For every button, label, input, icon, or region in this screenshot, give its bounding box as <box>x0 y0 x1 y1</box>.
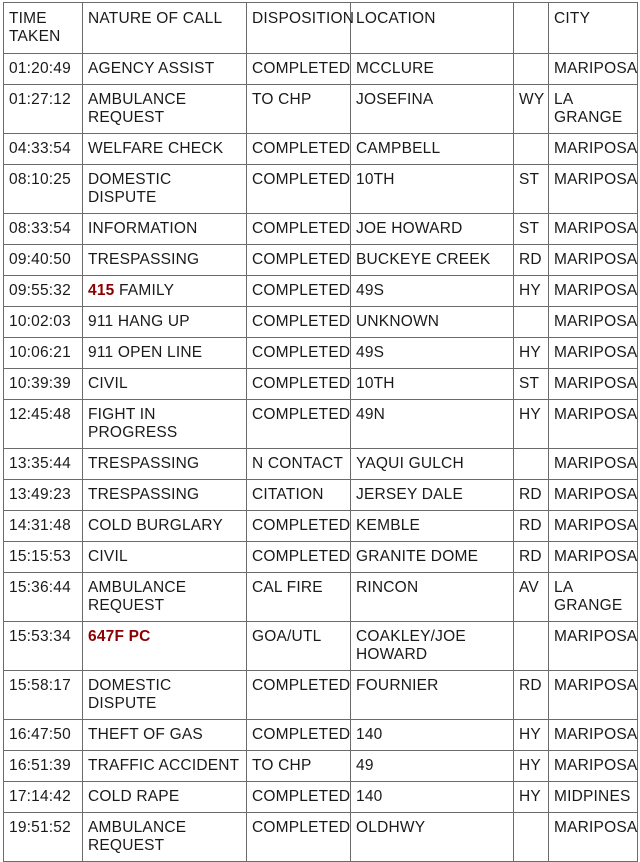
time-cell: 16:51:39 <box>4 751 83 782</box>
disposition-cell: TO CHP <box>247 85 351 134</box>
table-row <box>4 165 638 214</box>
table-row <box>4 134 638 165</box>
street-suffix-cell: ST <box>514 369 549 400</box>
city-cell: MIDPINES <box>549 782 638 813</box>
location-cell: JOE HOWARD <box>351 214 514 245</box>
time-cell: 13:49:23 <box>4 480 83 511</box>
table-row <box>4 511 638 542</box>
disposition-cell: COMPLETED <box>247 511 351 542</box>
time-cell: 15:53:34 <box>4 622 83 671</box>
location-cell: GRANITE DOME <box>351 542 514 573</box>
table-row <box>4 751 638 782</box>
disposition-cell: COMPLETED <box>247 214 351 245</box>
street-suffix-cell: HY <box>514 276 549 307</box>
city-cell: MARIPOSA <box>549 338 638 369</box>
nature-cell <box>83 307 247 338</box>
location-cell: JOSEFINA <box>351 85 514 134</box>
street-suffix-cell <box>514 307 549 338</box>
disposition-cell: COMPLETED <box>247 54 351 85</box>
nature-text: DOMESTIC DISPUTE <box>88 677 172 712</box>
disposition-cell: COMPLETED <box>247 338 351 369</box>
time-cell: 10:39:39 <box>4 369 83 400</box>
street-suffix-cell: HY <box>514 751 549 782</box>
table-row <box>4 369 638 400</box>
city-cell: MARIPOSA <box>549 813 638 862</box>
city-cell: LA GRANGE <box>549 573 638 622</box>
nature-cell <box>83 338 247 369</box>
city-cell: MARIPOSA <box>549 622 638 671</box>
time-cell: 01:20:49 <box>4 54 83 85</box>
nature-text: CIVIL <box>88 548 128 565</box>
time-cell: 17:14:42 <box>4 782 83 813</box>
nature-text: INFORMATION <box>88 220 198 237</box>
disposition-cell: COMPLETED <box>247 369 351 400</box>
disposition-cell: COMPLETED <box>247 165 351 214</box>
nature-cell <box>83 54 247 85</box>
disposition-cell: COMPLETED <box>247 307 351 338</box>
disposition-cell: COMPLETED <box>247 813 351 862</box>
disposition-cell: COMPLETED <box>247 720 351 751</box>
city-cell: MARIPOSA <box>549 307 638 338</box>
street-suffix-cell: HY <box>514 720 549 751</box>
city-cell: MARIPOSA <box>549 54 638 85</box>
header-nature-of-call: NATURE OF CALL <box>83 3 247 54</box>
table-row <box>4 214 638 245</box>
street-suffix-cell: RD <box>514 245 549 276</box>
city-cell: MARIPOSA <box>549 480 638 511</box>
street-suffix-cell: RD <box>514 511 549 542</box>
nature-cell <box>83 542 247 573</box>
street-suffix-cell <box>514 54 549 85</box>
city-cell: MARIPOSA <box>549 671 638 720</box>
table-row <box>4 307 638 338</box>
city-cell: MARIPOSA <box>549 449 638 480</box>
nature-text: AMBULANCE REQUEST <box>88 579 187 614</box>
table-row <box>4 85 638 134</box>
city-cell: MARIPOSA <box>549 165 638 214</box>
nature-text: AMBULANCE REQUEST <box>88 91 187 126</box>
time-cell: 08:33:54 <box>4 214 83 245</box>
table-row <box>4 720 638 751</box>
time-cell: 15:36:44 <box>4 573 83 622</box>
nature-code: 415 <box>88 282 115 299</box>
nature-text: TRESPASSING <box>88 486 200 503</box>
city-cell: MARIPOSA <box>549 276 638 307</box>
table-row <box>4 573 638 622</box>
street-suffix-cell: RD <box>514 542 549 573</box>
disposition-cell: TO CHP <box>247 751 351 782</box>
call-log-table <box>3 2 638 862</box>
city-cell: MARIPOSA <box>549 214 638 245</box>
time-cell: 09:55:32 <box>4 276 83 307</box>
location-cell: YAQUI GULCH <box>351 449 514 480</box>
location-cell: CAMPBELL <box>351 134 514 165</box>
time-cell: 01:27:12 <box>4 85 83 134</box>
city-cell: MARIPOSA <box>549 720 638 751</box>
nature-cell <box>83 480 247 511</box>
time-cell: 15:15:53 <box>4 542 83 573</box>
street-suffix-cell: ST <box>514 165 549 214</box>
location-cell: 140 <box>351 720 514 751</box>
city-cell: MARIPOSA <box>549 400 638 449</box>
table-row <box>4 782 638 813</box>
nature-text: TRESPASSING <box>88 455 200 472</box>
table-row <box>4 245 638 276</box>
time-cell: 13:35:44 <box>4 449 83 480</box>
table-row <box>4 54 638 85</box>
disposition-cell: GOA/UTL <box>247 622 351 671</box>
location-cell: RINCON <box>351 573 514 622</box>
table-row <box>4 480 638 511</box>
city-cell: LA GRANGE <box>549 85 638 134</box>
nature-text: TRESPASSING <box>88 251 200 268</box>
nature-cell <box>83 573 247 622</box>
location-cell: 140 <box>351 782 514 813</box>
nature-text: FAMILY <box>118 282 175 299</box>
time-cell: 10:06:21 <box>4 338 83 369</box>
location-cell: COAKLEY/JOE HOWARD <box>351 622 514 671</box>
city-cell: MARIPOSA <box>549 542 638 573</box>
time-cell: 09:40:50 <box>4 245 83 276</box>
nature-text: FIGHT IN PROGRESS <box>88 406 178 441</box>
time-cell: 16:47:50 <box>4 720 83 751</box>
nature-cell <box>83 622 247 671</box>
time-cell: 15:58:17 <box>4 671 83 720</box>
street-suffix-cell: HY <box>514 782 549 813</box>
header-row <box>4 3 638 54</box>
nature-cell <box>83 165 247 214</box>
nature-cell <box>83 369 247 400</box>
nature-text: AMBULANCE REQUEST <box>88 819 187 854</box>
nature-text: COLD RAPE <box>88 788 180 805</box>
street-suffix-cell <box>514 813 549 862</box>
nature-cell <box>83 400 247 449</box>
location-cell: 10TH <box>351 369 514 400</box>
city-cell: MARIPOSA <box>549 369 638 400</box>
location-cell: 10TH <box>351 165 514 214</box>
nature-cell <box>83 751 247 782</box>
nature-cell <box>83 85 247 134</box>
street-suffix-cell <box>514 622 549 671</box>
time-cell: 10:02:03 <box>4 307 83 338</box>
location-cell: MCCLURE <box>351 54 514 85</box>
city-cell: MARIPOSA <box>549 134 638 165</box>
nature-cell <box>83 276 247 307</box>
table-row <box>4 671 638 720</box>
location-cell: FOURNIER <box>351 671 514 720</box>
nature-cell <box>83 449 247 480</box>
disposition-cell: COMPLETED <box>247 400 351 449</box>
nature-text: DOMESTIC DISPUTE <box>88 171 172 206</box>
header-disposition: DISPOSITION <box>247 3 351 54</box>
nature-cell <box>83 245 247 276</box>
street-suffix-cell <box>514 449 549 480</box>
nature-text: WELFARE CHECK <box>88 140 224 157</box>
table-body <box>4 54 638 862</box>
location-cell: 49S <box>351 276 514 307</box>
location-cell: UNKNOWN <box>351 307 514 338</box>
location-cell: KEMBLE <box>351 511 514 542</box>
nature-cell <box>83 720 247 751</box>
nature-cell <box>83 813 247 862</box>
disposition-cell: COMPLETED <box>247 542 351 573</box>
disposition-cell: COMPLETED <box>247 134 351 165</box>
disposition-cell: COMPLETED <box>247 671 351 720</box>
nature-cell <box>83 511 247 542</box>
street-suffix-cell: RD <box>514 480 549 511</box>
disposition-cell: N CONTACT <box>247 449 351 480</box>
location-cell: 49 <box>351 751 514 782</box>
nature-cell <box>83 782 247 813</box>
location-cell: OLDHWY <box>351 813 514 862</box>
table-row <box>4 449 638 480</box>
city-cell: MARIPOSA <box>549 245 638 276</box>
street-suffix-cell: ST <box>514 214 549 245</box>
nature-cell <box>83 134 247 165</box>
city-cell: MARIPOSA <box>549 751 638 782</box>
location-cell: 49S <box>351 338 514 369</box>
header-location: LOCATION <box>351 3 514 54</box>
street-suffix-cell <box>514 134 549 165</box>
table-row <box>4 622 638 671</box>
street-suffix-cell: HY <box>514 338 549 369</box>
nature-code: 647F PC <box>88 628 151 645</box>
nature-text: 911 HANG UP <box>88 313 190 330</box>
location-cell: 49N <box>351 400 514 449</box>
disposition-cell: COMPLETED <box>247 276 351 307</box>
street-suffix-cell: HY <box>514 400 549 449</box>
nature-cell <box>83 671 247 720</box>
street-suffix-cell: WY <box>514 85 549 134</box>
street-suffix-cell: RD <box>514 671 549 720</box>
time-cell: 14:31:48 <box>4 511 83 542</box>
table-row <box>4 813 638 862</box>
time-cell: 04:33:54 <box>4 134 83 165</box>
time-cell: 19:51:52 <box>4 813 83 862</box>
header-city: CITY <box>549 3 638 54</box>
nature-text: COLD BURGLARY <box>88 517 223 534</box>
disposition-cell: CITATION <box>247 480 351 511</box>
header-street-suffix <box>514 3 549 54</box>
street-suffix-cell: AV <box>514 573 549 622</box>
location-cell: BUCKEYE CREEK <box>351 245 514 276</box>
nature-text: THEFT OF GAS <box>88 726 203 743</box>
nature-cell <box>83 214 247 245</box>
city-cell: MARIPOSA <box>549 511 638 542</box>
disposition-cell: CAL FIRE <box>247 573 351 622</box>
table-row <box>4 542 638 573</box>
table-row <box>4 400 638 449</box>
disposition-cell: COMPLETED <box>247 782 351 813</box>
disposition-cell: COMPLETED <box>247 245 351 276</box>
time-cell: 08:10:25 <box>4 165 83 214</box>
location-cell: JERSEY DALE <box>351 480 514 511</box>
nature-text: CIVIL <box>88 375 128 392</box>
time-cell: 12:45:48 <box>4 400 83 449</box>
table-row <box>4 276 638 307</box>
nature-text: 911 OPEN LINE <box>88 344 203 361</box>
table-row <box>4 338 638 369</box>
header-time-taken: TIME TAKEN <box>4 3 83 54</box>
nature-text: AGENCY ASSIST <box>88 60 215 77</box>
nature-text: TRAFFIC ACCIDENT <box>88 757 240 774</box>
